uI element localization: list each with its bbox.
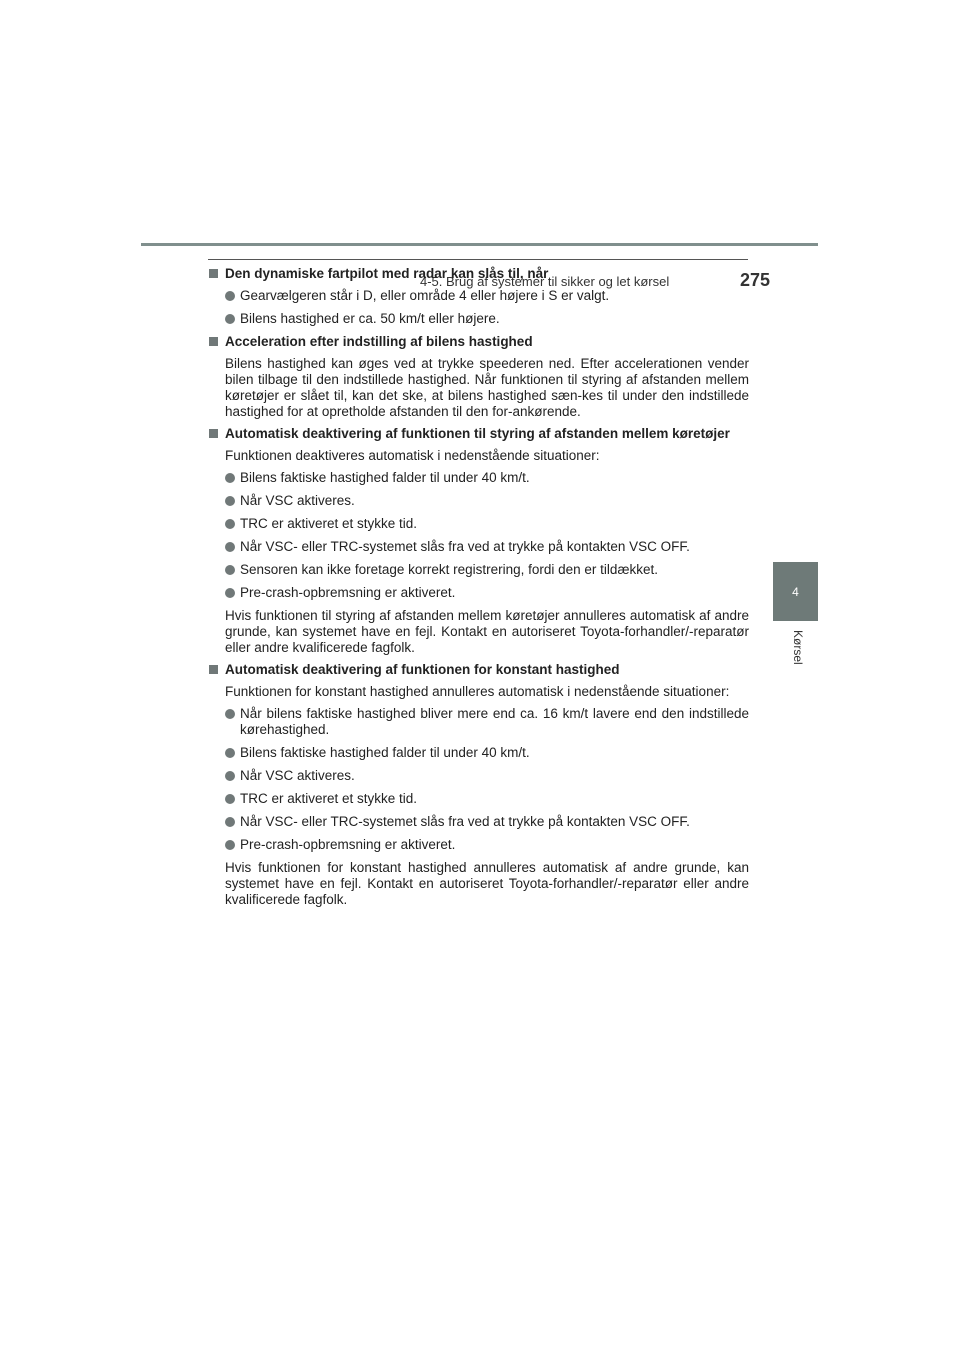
page-number: 275 <box>740 270 771 290</box>
section-heading <box>209 426 749 442</box>
section-heading <box>209 266 749 282</box>
main-content <box>209 266 749 914</box>
bullet-text: Når VSC aktiveres. <box>240 493 355 508</box>
bullet-item <box>209 706 749 738</box>
bullet-text: Pre-crash-opbremsning er aktiveret. <box>240 585 456 600</box>
section-heading <box>209 662 749 678</box>
bullet-item <box>209 470 749 486</box>
round-bullet-icon <box>225 496 235 506</box>
section-heading-text: Automatisk deaktivering af funktionen for konstant hastighed <box>225 662 620 677</box>
bullet-text: TRC er aktiveret et stykke tid. <box>240 516 418 531</box>
round-bullet-icon <box>225 771 235 781</box>
bullet-text: Bilens faktiske hastighed falder til under 40 km/t. <box>240 745 530 760</box>
section-heading <box>209 334 749 350</box>
round-bullet-icon <box>225 748 235 758</box>
bullet-text: Når VSC- eller TRC-systemet slås fra ved at trykke på kontakten VSC OFF. <box>240 814 690 829</box>
round-bullet-icon <box>225 817 235 827</box>
bullet-item <box>209 585 749 601</box>
section-heading-text: Automatisk deaktivering af funktionen til styring af afstanden mellem køretøjer <box>225 426 730 441</box>
bullet-item <box>209 516 749 532</box>
round-bullet-icon <box>225 565 235 575</box>
chapter-tab[interactable] <box>773 562 818 621</box>
bullet-item <box>209 539 749 555</box>
bullet-text: Når bilens faktiske hastighed bliver mere end ca. 16 km/t lavere end den indstillede kørehastighed. <box>240 706 749 737</box>
square-bullet-icon <box>209 429 218 438</box>
bullet-item <box>209 493 749 509</box>
round-bullet-icon <box>225 542 235 552</box>
section-paragraph: Hvis funktionen for konstant hastighed annulleres automatisk af andre grunde, kan systemet have en fejl. Kontakt en autoriseret Toyota-forhandler/-reparatør eller andre kvalificerede fagfolk. <box>225 860 749 907</box>
bullet-item <box>209 837 749 853</box>
round-bullet-icon <box>225 709 235 719</box>
square-bullet-icon <box>209 337 218 346</box>
chapter-number: 4 <box>792 584 799 599</box>
bullet-item <box>209 562 749 578</box>
round-bullet-icon <box>225 588 235 598</box>
chapter-label: Kørsel <box>791 630 805 665</box>
bullet-item <box>209 311 749 327</box>
bullet-text: Gearvælgeren står i D, eller område 4 eller højere i S er valgt. <box>240 288 610 303</box>
section-heading-text: Den dynamiske fartpilot med radar kan slås til, når <box>225 266 549 281</box>
round-bullet-icon <box>225 473 235 483</box>
section-paragraph: Bilens hastighed kan øges ved at trykke speederen ned. Efter accelerationen vender bilen tilbage til den indstillede hastighed. Når funktionen til styring af afstanden mellem køretøjer er slået til, kan det ske, at bilens hastighed sæn-kes til under den indstillede hastighed for at opretholde afstanden til den for-ankørende. <box>225 356 749 419</box>
round-bullet-icon <box>225 840 235 850</box>
round-bullet-icon <box>225 519 235 529</box>
round-bullet-icon <box>225 291 235 301</box>
content-top-rule <box>208 259 748 260</box>
bullet-item <box>209 768 749 784</box>
section-paragraph: Funktionen for konstant hastighed annulleres automatisk i nedenstående situationer: <box>225 684 730 699</box>
bullet-text: Når VSC- eller TRC-systemet slås fra ved at trykke på kontakten VSC OFF. <box>240 539 690 554</box>
bullet-text: Når VSC aktiveres. <box>240 768 355 783</box>
bullet-text: Pre-crash-opbremsning er aktiveret. <box>240 837 456 852</box>
header-section-title: 4-5. Brug af systemer til sikker og let kørsel <box>420 274 670 289</box>
section-heading-text: Acceleration efter indstilling af bilens hastighed <box>225 334 533 349</box>
bullet-text: Bilens faktiske hastighed falder til under 40 km/t. <box>240 470 530 485</box>
bullet-text: Bilens hastighed er ca. 50 km/t eller højere. <box>240 311 500 326</box>
bullet-item <box>209 288 749 304</box>
section-paragraph: Funktionen deaktiveres automatisk i nedenstående situationer: <box>225 448 600 463</box>
bullet-text: Sensoren kan ikke foretage korrekt registrering, fordi den er tildækket. <box>240 562 658 577</box>
bullet-item <box>209 745 749 761</box>
section-paragraph: Hvis funktionen til styring af afstanden mellem køretøjer annulleres automatisk af andre grunde, kan systemet have en fejl. Kontakt en autoriseret Toyota-forhandler/-reparatør eller andre kvalificerede fagfolk. <box>225 608 749 655</box>
round-bullet-icon <box>225 794 235 804</box>
round-bullet-icon <box>225 314 235 324</box>
square-bullet-icon <box>209 665 218 674</box>
bullet-item <box>209 791 749 807</box>
square-bullet-icon <box>209 269 218 278</box>
bullet-item <box>209 814 749 830</box>
bullet-text: TRC er aktiveret et stykke tid. <box>240 791 418 806</box>
header-rule <box>141 243 818 246</box>
